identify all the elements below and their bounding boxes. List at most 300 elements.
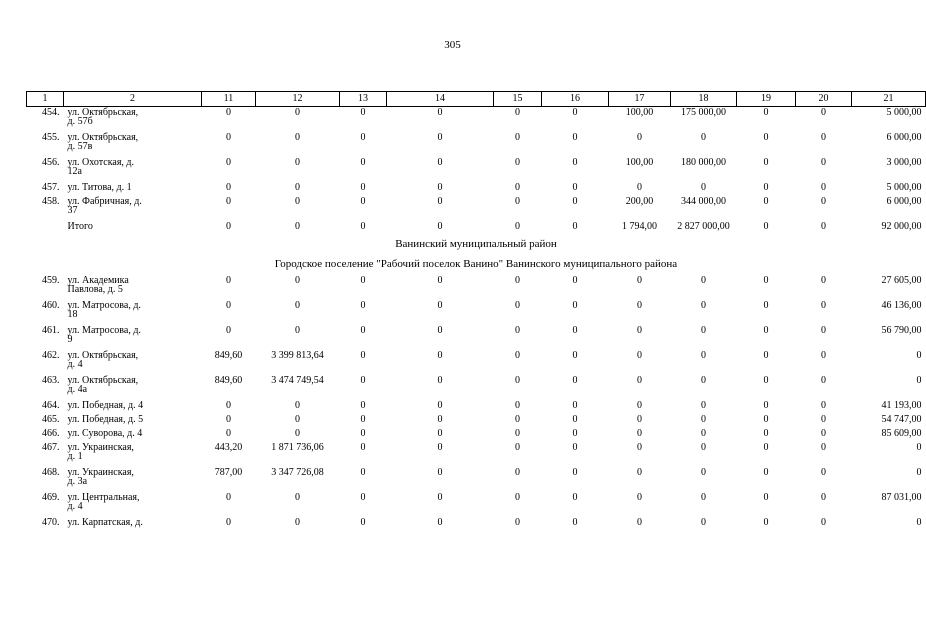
total-cell: 92 000,00 bbox=[881, 220, 922, 232]
value-cell: 0 bbox=[763, 466, 769, 478]
address-cell bbox=[64, 196, 202, 221]
address-cell bbox=[64, 414, 202, 428]
table-row bbox=[27, 467, 926, 492]
address-line: д. 1 bbox=[67, 450, 83, 462]
value-cell: 0 bbox=[572, 413, 578, 425]
section-heading-row bbox=[27, 255, 926, 275]
address-line: д. 4 bbox=[67, 358, 83, 370]
value-cell: 0 bbox=[637, 299, 642, 311]
value-cell: 0 bbox=[572, 349, 578, 361]
value-cell: 0 bbox=[763, 220, 769, 232]
address-line: ул. Фабричная, д. bbox=[67, 195, 142, 207]
value-cell: 0 bbox=[701, 181, 706, 193]
column-header: 19 bbox=[737, 92, 796, 107]
value-cell: 0 bbox=[515, 181, 520, 193]
value-cell: 0 bbox=[763, 181, 769, 193]
value-cell: 0 bbox=[821, 220, 826, 232]
value-cell: 0 bbox=[701, 441, 706, 453]
value-cell: 0 bbox=[295, 427, 300, 439]
total-cell: 46 136,00 bbox=[881, 299, 922, 311]
value-cell: 0 bbox=[637, 466, 642, 478]
address-cell bbox=[64, 492, 202, 517]
address-cell bbox=[64, 132, 202, 157]
value-cell: 0 bbox=[572, 374, 578, 386]
address-line: ул. Октябрьская, bbox=[67, 131, 139, 143]
value-cell: 0 bbox=[360, 516, 366, 528]
value-cell: 0 bbox=[763, 299, 769, 311]
table-row bbox=[27, 275, 926, 300]
value-cell: 0 bbox=[437, 466, 443, 478]
address-line: ул. Академика bbox=[67, 274, 129, 286]
column-header: 14 bbox=[387, 92, 494, 107]
value-cell: 0 bbox=[572, 299, 578, 311]
value-cell: 0 bbox=[295, 131, 300, 143]
value-cell: 0 bbox=[295, 274, 300, 286]
address-line: ул. Украинская, bbox=[67, 466, 134, 478]
value-cell: 0 bbox=[360, 107, 366, 118]
value-cell: 0 bbox=[295, 220, 300, 232]
value-cell: 0 bbox=[360, 220, 366, 232]
table-row bbox=[27, 182, 926, 196]
value-cell: 1 794,00 bbox=[622, 220, 657, 232]
value-cell: 175 000,00 bbox=[681, 107, 726, 118]
value-cell: 0 bbox=[515, 466, 520, 478]
value-cell: 0 bbox=[821, 131, 826, 143]
address-line: 18 bbox=[67, 308, 78, 320]
address-line: ул. Титова, д. 1 bbox=[67, 181, 132, 193]
table-row bbox=[27, 517, 926, 531]
value-cell: 849,60 bbox=[214, 374, 243, 386]
address-line: ул. Матросова, д. bbox=[67, 324, 141, 336]
value-cell: 0 bbox=[821, 107, 826, 118]
value-cell: 100,00 bbox=[625, 156, 654, 168]
value-cell: 0 bbox=[360, 374, 366, 386]
value-cell: 0 bbox=[515, 107, 520, 118]
value-cell: 0 bbox=[763, 107, 769, 118]
table-row bbox=[27, 221, 926, 235]
value-cell: 0 bbox=[637, 441, 642, 453]
value-cell: 0 bbox=[437, 413, 443, 425]
row-number: 455. bbox=[42, 131, 60, 143]
total-cell: 0 bbox=[916, 374, 922, 386]
value-cell: 0 bbox=[821, 491, 826, 503]
address-line: Итого bbox=[67, 220, 93, 232]
address-line: 12а bbox=[67, 165, 82, 177]
value-cell: 0 bbox=[821, 195, 826, 207]
total-cell: 0 bbox=[916, 441, 922, 453]
value-cell: 0 bbox=[295, 324, 300, 336]
table-row bbox=[27, 325, 926, 350]
value-cell: 0 bbox=[637, 491, 642, 503]
value-cell: 0 bbox=[572, 220, 578, 232]
table-row bbox=[27, 492, 926, 517]
table-row bbox=[27, 350, 926, 375]
value-cell: 0 bbox=[701, 324, 706, 336]
value-cell: 0 bbox=[637, 274, 642, 286]
value-cell: 0 bbox=[821, 324, 826, 336]
total-cell: 6 000,00 bbox=[886, 195, 922, 207]
value-cell: 0 bbox=[637, 131, 642, 143]
address-line: ул. Центральная, bbox=[67, 491, 140, 503]
value-cell: 3 399 813,64 bbox=[271, 349, 324, 361]
value-cell: 0 bbox=[360, 274, 366, 286]
value-cell: 0 bbox=[701, 299, 706, 311]
value-cell: 0 bbox=[437, 324, 443, 336]
table-row bbox=[27, 375, 926, 400]
value-cell: 0 bbox=[637, 413, 642, 425]
address-cell bbox=[64, 442, 202, 467]
value-cell: 0 bbox=[437, 427, 443, 439]
value-cell: 0 bbox=[763, 413, 769, 425]
value-cell: 0 bbox=[515, 299, 520, 311]
table-row bbox=[27, 414, 926, 428]
value-cell: 0 bbox=[637, 399, 642, 411]
value-cell: 0 bbox=[821, 299, 826, 311]
value-cell: 0 bbox=[360, 441, 366, 453]
value-cell: 0 bbox=[572, 324, 578, 336]
section-heading-row bbox=[27, 235, 926, 255]
value-cell: 0 bbox=[701, 399, 706, 411]
address-line: 9 bbox=[67, 333, 73, 345]
address-line: д. 4а bbox=[67, 383, 88, 395]
column-header: 2 bbox=[64, 92, 202, 107]
value-cell: 0 bbox=[360, 413, 366, 425]
column-header: 17 bbox=[609, 92, 671, 107]
value-cell: 0 bbox=[295, 413, 300, 425]
table-row bbox=[27, 157, 926, 182]
value-cell: 0 bbox=[763, 131, 769, 143]
value-cell: 0 bbox=[572, 516, 578, 528]
value-cell: 0 bbox=[572, 131, 578, 143]
address-line: ул. Украинская, bbox=[67, 441, 134, 453]
value-cell: 0 bbox=[360, 399, 366, 411]
column-header: 13 bbox=[340, 92, 387, 107]
row-number bbox=[27, 221, 64, 235]
value-cell: 3 347 726,08 bbox=[271, 466, 324, 478]
row-number: 464. bbox=[42, 399, 60, 411]
total-cell: 87 031,00 bbox=[881, 491, 922, 503]
value-cell: 0 bbox=[763, 399, 769, 411]
total-cell: 3 000,00 bbox=[886, 156, 922, 168]
value-cell: 0 bbox=[437, 299, 443, 311]
address-cell bbox=[64, 350, 202, 375]
value-cell: 0 bbox=[763, 156, 769, 168]
value-cell: 0 bbox=[701, 427, 706, 439]
row-number: 466. bbox=[42, 427, 60, 439]
section-heading: Городское поселение "Рабочий поселок Ванино" Ванинского муниципального района bbox=[274, 257, 678, 270]
value-cell: 0 bbox=[437, 374, 443, 386]
table-row bbox=[27, 442, 926, 467]
value-cell: 0 bbox=[360, 324, 366, 336]
value-cell: 0 bbox=[437, 441, 443, 453]
total-cell: 0 bbox=[916, 466, 922, 478]
value-cell: 0 bbox=[515, 156, 520, 168]
value-cell: 849,60 bbox=[214, 349, 243, 361]
value-cell: 0 bbox=[763, 441, 769, 453]
value-cell: 0 bbox=[515, 374, 520, 386]
total-cell: 6 000,00 bbox=[886, 131, 922, 143]
value-cell: 0 bbox=[226, 107, 231, 118]
value-cell: 0 bbox=[295, 299, 300, 311]
address-cell bbox=[64, 275, 202, 300]
total-cell: 54 747,00 bbox=[881, 413, 922, 425]
value-cell: 3 474 749,54 bbox=[271, 374, 324, 386]
value-cell: 0 bbox=[763, 516, 769, 528]
data-table bbox=[26, 91, 926, 531]
value-cell: 0 bbox=[226, 324, 231, 336]
row-number: 459. bbox=[42, 274, 60, 286]
value-cell: 344 000,00 bbox=[681, 195, 726, 207]
value-cell: 0 bbox=[637, 181, 642, 193]
value-cell: 0 bbox=[763, 274, 769, 286]
value-cell: 0 bbox=[515, 413, 520, 425]
value-cell: 0 bbox=[821, 427, 826, 439]
value-cell: 200,00 bbox=[625, 195, 654, 207]
value-cell: 100,00 bbox=[625, 107, 654, 118]
column-header: 15 bbox=[494, 92, 542, 107]
value-cell: 0 bbox=[360, 299, 366, 311]
address-line: Павлова, д. 5 bbox=[67, 283, 123, 295]
value-cell: 0 bbox=[360, 156, 366, 168]
value-cell: 0 bbox=[295, 399, 300, 411]
row-number: 457. bbox=[42, 181, 60, 193]
value-cell: 0 bbox=[701, 466, 706, 478]
address-line: д. 57б bbox=[67, 116, 93, 127]
address-cell bbox=[64, 107, 202, 132]
value-cell: 0 bbox=[437, 491, 443, 503]
value-cell: 0 bbox=[226, 195, 231, 207]
value-cell: 0 bbox=[637, 427, 642, 439]
section-heading: Ванинский муниципальный район bbox=[395, 237, 557, 250]
value-cell: 0 bbox=[821, 156, 826, 168]
value-cell: 0 bbox=[821, 516, 826, 528]
address-line: 37 bbox=[67, 204, 78, 216]
column-header: 21 bbox=[852, 92, 926, 107]
value-cell: 0 bbox=[763, 349, 769, 361]
value-cell: 0 bbox=[637, 374, 642, 386]
value-cell: 0 bbox=[821, 413, 826, 425]
value-cell: 0 bbox=[360, 181, 366, 193]
address-line: ул. Суворова, д. 4 bbox=[67, 427, 143, 439]
row-number: 463. bbox=[42, 374, 60, 386]
value-cell: 0 bbox=[295, 107, 300, 118]
value-cell: 0 bbox=[821, 349, 826, 361]
value-cell: 0 bbox=[360, 131, 366, 143]
value-cell: 0 bbox=[821, 374, 826, 386]
value-cell: 0 bbox=[763, 491, 769, 503]
address-line: ул. Победная, д. 5 bbox=[67, 413, 144, 425]
value-cell: 0 bbox=[763, 427, 769, 439]
address-line: д. 57в bbox=[67, 140, 93, 152]
value-cell: 0 bbox=[637, 349, 642, 361]
table-row bbox=[27, 428, 926, 442]
value-cell: 0 bbox=[637, 324, 642, 336]
address-line: д. 3а bbox=[67, 475, 88, 487]
value-cell: 0 bbox=[360, 427, 366, 439]
address-cell bbox=[64, 400, 202, 414]
total-cell: 5 000,00 bbox=[886, 181, 922, 193]
row-number: 469. bbox=[42, 491, 60, 503]
column-header: 11 bbox=[202, 92, 256, 107]
address-line: ул. Матросова, д. bbox=[67, 299, 141, 311]
value-cell: 0 bbox=[437, 399, 443, 411]
value-cell: 0 bbox=[437, 274, 443, 286]
address-cell bbox=[64, 517, 202, 531]
value-cell: 0 bbox=[515, 491, 520, 503]
value-cell: 0 bbox=[701, 491, 706, 503]
value-cell: 0 bbox=[295, 195, 300, 207]
value-cell: 0 bbox=[226, 413, 231, 425]
total-cell: 5 000,00 bbox=[886, 107, 922, 118]
row-number: 465. bbox=[42, 413, 60, 425]
value-cell: 0 bbox=[515, 399, 520, 411]
value-cell: 0 bbox=[360, 195, 366, 207]
value-cell: 0 bbox=[701, 413, 706, 425]
address-cell bbox=[64, 300, 202, 325]
value-cell: 180 000,00 bbox=[681, 156, 726, 168]
value-cell: 0 bbox=[515, 427, 520, 439]
value-cell: 0 bbox=[226, 427, 231, 439]
value-cell: 0 bbox=[515, 441, 520, 453]
row-number: 460. bbox=[42, 299, 60, 311]
value-cell: 0 bbox=[572, 181, 578, 193]
address-cell bbox=[64, 182, 202, 196]
value-cell: 1 871 736,06 bbox=[271, 441, 324, 453]
value-cell: 0 bbox=[572, 466, 578, 478]
address-line: ул. Октябрьская, bbox=[67, 107, 139, 118]
address-cell bbox=[64, 325, 202, 350]
total-cell: 56 790,00 bbox=[881, 324, 922, 336]
value-cell: 443,20 bbox=[214, 441, 243, 453]
value-cell: 0 bbox=[226, 181, 231, 193]
value-cell: 2 827 000,00 bbox=[677, 220, 730, 232]
table-body bbox=[27, 107, 926, 531]
value-cell: 0 bbox=[821, 181, 826, 193]
value-cell: 0 bbox=[701, 274, 706, 286]
address-cell bbox=[64, 157, 202, 182]
table-row bbox=[27, 400, 926, 414]
value-cell: 0 bbox=[226, 299, 231, 311]
value-cell: 0 bbox=[763, 195, 769, 207]
value-cell: 0 bbox=[572, 441, 578, 453]
table-row bbox=[27, 132, 926, 157]
value-cell: 0 bbox=[821, 399, 826, 411]
value-cell: 0 bbox=[821, 441, 826, 453]
total-cell: 0 bbox=[916, 349, 922, 361]
value-cell: 0 bbox=[226, 131, 231, 143]
column-header: 18 bbox=[671, 92, 737, 107]
value-cell: 0 bbox=[701, 131, 706, 143]
total-cell: 41 193,00 bbox=[881, 399, 922, 411]
value-cell: 0 bbox=[515, 274, 520, 286]
header-row bbox=[27, 92, 926, 107]
value-cell: 0 bbox=[360, 466, 366, 478]
value-cell: 0 bbox=[360, 491, 366, 503]
column-header: 12 bbox=[256, 92, 340, 107]
value-cell: 0 bbox=[572, 491, 578, 503]
table-row bbox=[27, 196, 926, 221]
page-number: 305 bbox=[444, 39, 461, 51]
value-cell: 0 bbox=[226, 399, 231, 411]
value-cell: 0 bbox=[701, 349, 706, 361]
value-cell: 0 bbox=[295, 156, 300, 168]
value-cell: 0 bbox=[572, 156, 578, 168]
value-cell: 0 bbox=[572, 195, 578, 207]
value-cell: 0 bbox=[515, 349, 520, 361]
row-number: 461. bbox=[42, 324, 60, 336]
value-cell: 0 bbox=[572, 427, 578, 439]
value-cell: 0 bbox=[437, 156, 443, 168]
address-cell bbox=[64, 467, 202, 492]
value-cell: 0 bbox=[437, 516, 443, 528]
table-row bbox=[27, 107, 926, 132]
address-line: ул. Карпатская, д. bbox=[67, 516, 143, 528]
column-header: 16 bbox=[542, 92, 609, 107]
value-cell: 0 bbox=[515, 324, 520, 336]
value-cell: 0 bbox=[572, 274, 578, 286]
value-cell: 0 bbox=[437, 220, 443, 232]
value-cell: 0 bbox=[226, 156, 231, 168]
value-cell: 0 bbox=[360, 349, 366, 361]
value-cell: 0 bbox=[515, 195, 520, 207]
value-cell: 0 bbox=[437, 131, 443, 143]
value-cell: 0 bbox=[437, 181, 443, 193]
value-cell: 0 bbox=[437, 107, 443, 118]
address-cell bbox=[64, 375, 202, 400]
row-number: 462. bbox=[42, 349, 60, 361]
value-cell: 0 bbox=[295, 516, 300, 528]
value-cell: 0 bbox=[572, 399, 578, 411]
value-cell: 0 bbox=[515, 516, 520, 528]
address-line: ул. Победная, д. 4 bbox=[67, 399, 144, 411]
address-cell bbox=[64, 428, 202, 442]
value-cell: 0 bbox=[437, 195, 443, 207]
value-cell: 0 bbox=[226, 516, 231, 528]
column-header: 1 bbox=[27, 92, 64, 107]
value-cell: 787,00 bbox=[214, 466, 243, 478]
row-number: 458. bbox=[42, 195, 60, 207]
address-line: ул. Октябрьская, bbox=[67, 374, 139, 386]
row-number: 467. bbox=[42, 441, 60, 453]
value-cell: 0 bbox=[226, 220, 231, 232]
row-number: 470. bbox=[42, 516, 60, 528]
value-cell: 0 bbox=[763, 324, 769, 336]
value-cell: 0 bbox=[763, 374, 769, 386]
value-cell: 0 bbox=[515, 220, 520, 232]
address-cell bbox=[64, 221, 202, 235]
value-cell: 0 bbox=[821, 274, 826, 286]
address-line: д. 4 bbox=[67, 500, 83, 512]
table-row bbox=[27, 300, 926, 325]
row-number: 456. bbox=[42, 156, 60, 168]
value-cell: 0 bbox=[226, 491, 231, 503]
address-line: ул. Охотская, д. bbox=[67, 156, 135, 168]
value-cell: 0 bbox=[226, 274, 231, 286]
row-number: 468. bbox=[42, 466, 60, 478]
address-line: ул. Октябрьская, bbox=[67, 349, 139, 361]
total-cell: 0 bbox=[916, 516, 922, 528]
value-cell: 0 bbox=[572, 107, 578, 118]
value-cell: 0 bbox=[437, 349, 443, 361]
value-cell: 0 bbox=[701, 374, 706, 386]
total-cell: 85 609,00 bbox=[881, 427, 922, 439]
value-cell: 0 bbox=[701, 516, 706, 528]
row-number: 454. bbox=[42, 107, 60, 118]
total-cell: 27 605,00 bbox=[881, 274, 922, 286]
value-cell: 0 bbox=[637, 516, 642, 528]
value-cell: 0 bbox=[515, 131, 520, 143]
column-header: 20 bbox=[796, 92, 852, 107]
